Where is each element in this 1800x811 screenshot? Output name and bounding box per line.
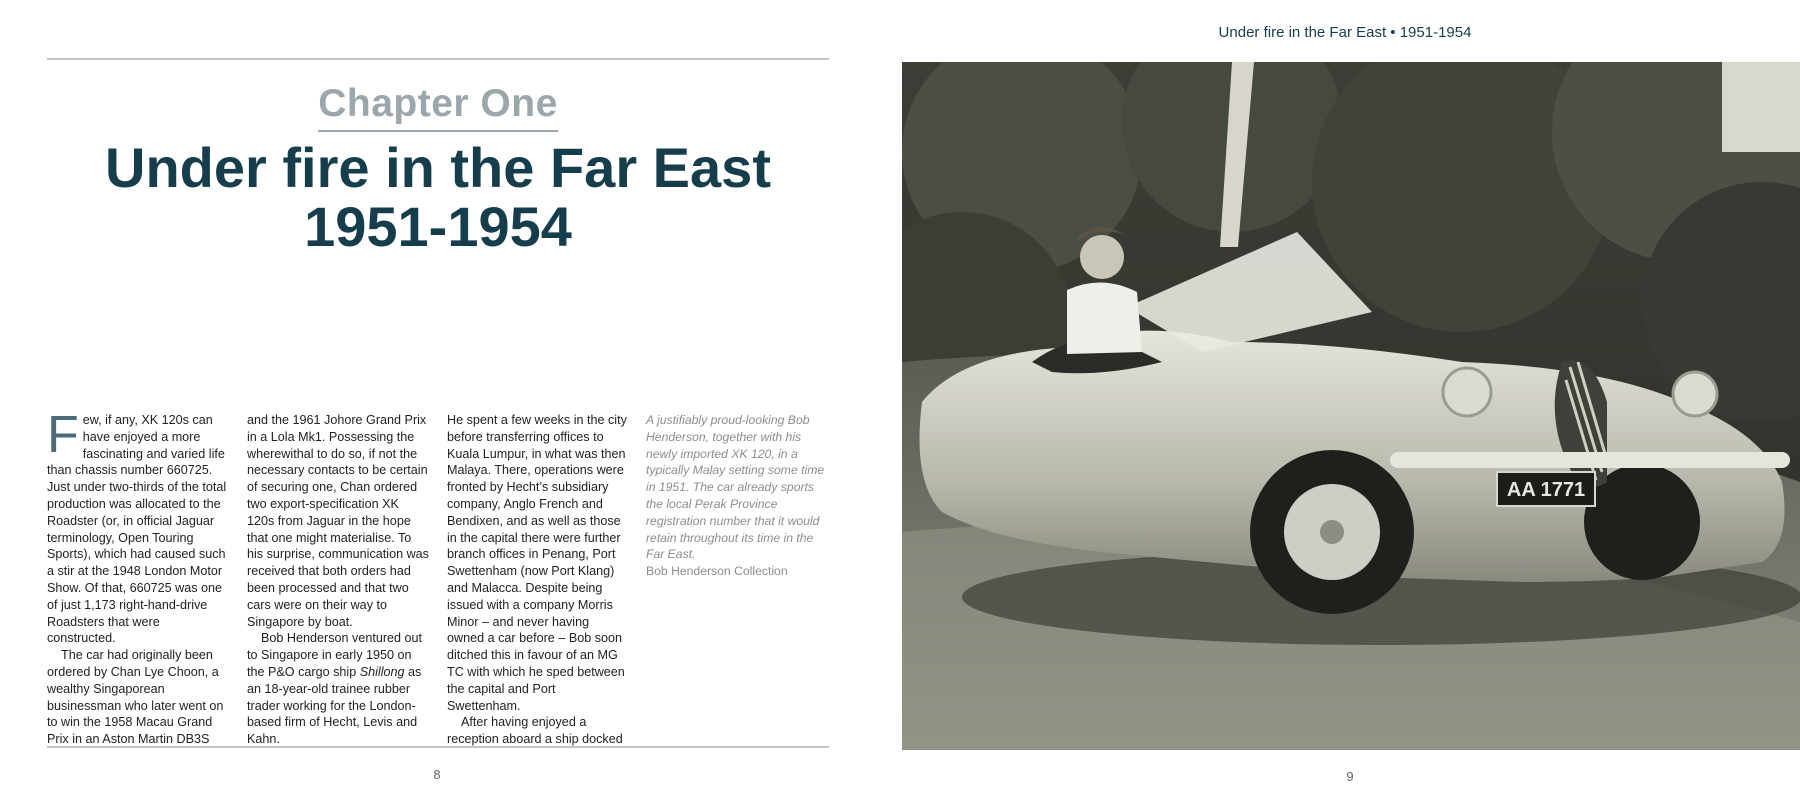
paragraph: and the 1961 Johore Grand Prix in a Lola Mk1. Possessing the wherewithal to do so, if not the necessary contacts to be certain of securing one, Chan ordered two export-specification XK 120s from Jaguar in the hope that one might materialise. To his surprise, communication was received that both orders had been processed and that two cars were on their way to Singapore by boat. <box>247 413 429 629</box>
chapter-label: Chapter One <box>318 82 558 132</box>
body-column-3 <box>447 412 629 748</box>
drop-cap: F <box>47 406 79 464</box>
car-photo-illustration <box>902 62 1800 750</box>
paragraph: He spent a few weeks in the city before transferring offices to Kuala Lumpur, in what was then Malaya. There, operations were fronted by Hecht’s subsidiary company, Anglo French and Bendixen, and as well as those in the capital there were further branch offices in Penang, Port Swettenham (now Port Klang) and Malacca. Despite being issued with a company Morris Minor – and never having owned a car before – Bob soon ditched this in favour of an MG TC with which he sped between the capital and Port Swettenham. <box>447 413 627 713</box>
right-page <box>890 0 1800 811</box>
caption-credit: Bob Henderson Collection <box>646 564 788 579</box>
paragraph-text: Bob Henderson ventured out to Singapore in early 1950 on the P&O cargo ship <box>247 631 423 679</box>
body-column-2 <box>247 412 429 748</box>
caption-text: A justifiably proud-looking Bob Henderson, together with his newly imported XK 120, in a typically Malay setting some time in 1951. The car already sports the local Perak Province registration number that it would retain throughout its time in the Far East. <box>646 413 825 562</box>
photo-caption <box>646 412 832 580</box>
car-photo <box>902 62 1800 750</box>
left-page <box>0 0 890 811</box>
chapter-title <box>47 138 829 256</box>
paragraph <box>247 630 429 748</box>
bottom-rule <box>47 746 829 748</box>
paragraph-text: ew, if any, XK 120s can have enjoyed a more fascinating and varied life than chassis number 660725. Just under two-thirds of the total production was allocated to the Roadster (or, in official Jaguar terminology, Open Touring Sports), which had caused such a stir at the 1948 London Motor Show. Of that, 660725 was one of just 1,173 right-hand-drive Roadsters that were constructed. <box>47 413 227 646</box>
paragraph: The car had originally been ordered by Chan Lye Choon, a wealthy Singaporean businessman who later went on to win the 1958 Macau Grand Prix in an Aston Martin DB3S <box>47 648 224 747</box>
body-column-1 <box>47 406 229 748</box>
running-head: Under fire in the Far East • 1951-1954 <box>1218 24 1472 41</box>
paragraph-text: as an 18-year-old trainee rubber trader working for the London-based firm of Hecht, Levis and Kahn. <box>247 664 422 747</box>
chapter-title-line-1: Under fire in the Far East <box>105 136 771 199</box>
page-number: 9 <box>1346 769 1354 784</box>
ship-name: Shillong <box>359 664 405 679</box>
chapter-title-line-2: 1951-1954 <box>304 195 572 258</box>
paragraph: After having enjoyed a reception aboard a ship docked <box>447 715 623 747</box>
paragraph <box>47 406 229 647</box>
top-rule <box>47 58 829 60</box>
number-plate: AA 1771 <box>1506 479 1586 501</box>
page-number: 8 <box>433 767 441 782</box>
